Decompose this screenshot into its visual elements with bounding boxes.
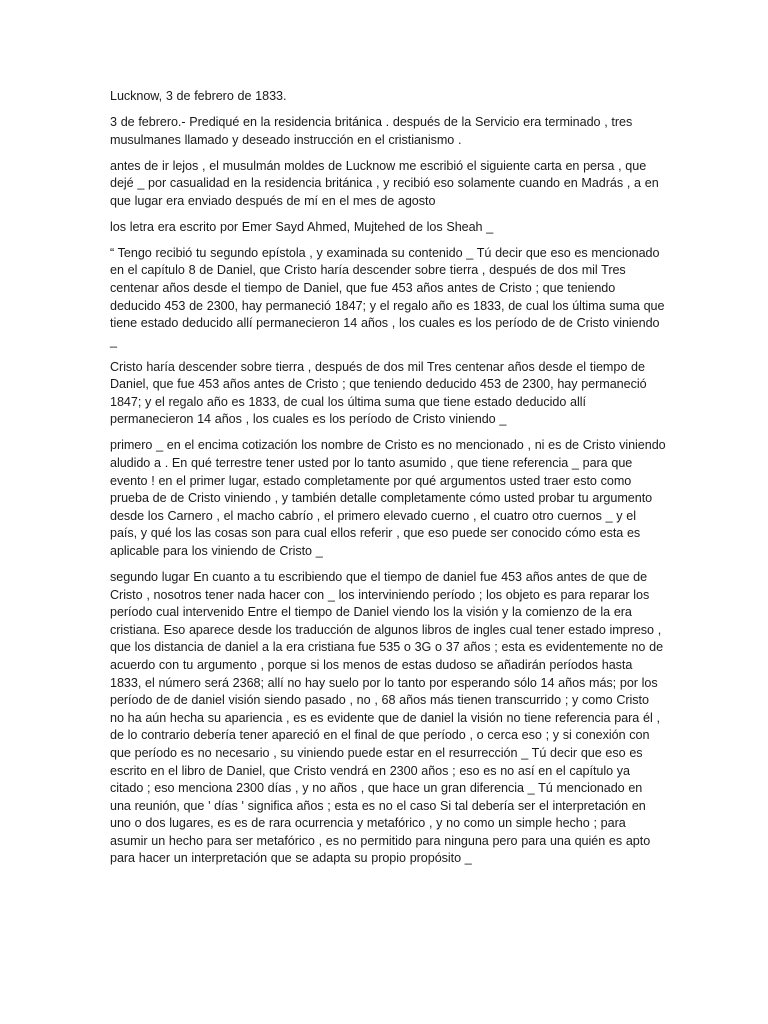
paragraph-first-point: primero _ en el encima cotización los nombre de Cristo es no mencionado , ni es de Cristo viniendo aludido a . En qué terrestre tener usted por lo tanto asumido , que tiene referencia _ para que evento ! en el primer lugar, estado completamente por qué argumentos usted traer esto como prueba de de Cristo viniendo , y también detalle completamente cómo usted probar tu argumento desde los Carnero , el macho cabrío , el primero elevado cuerno , el cuatro otro cuernos _ y el país, y qué los las cosas son para cual ellos referir , que eso puede ser conocido cómo esta es aplicable para los viniendo de Cristo _: [110, 438, 666, 558]
document-page: [110, 88, 666, 876]
paragraph-quote-opening: “ Tengo recibió tu segundo epístola , y examinada su contenido _ Tú decir que eso es mencionado en el capítulo 8 de Daniel, que Cristo haría descender sobre tierra , después de dos mil Tres centenar años desde el tiempo de Daniel, que fue 453 años antes de Cristo ; que teniendo deducido 453 de 2300, hay permaneció 1847; y el regalo año es 1833, de cual los última suma que tiene estado deducido allí permanecieron 14 años , los cuales es los período de de Cristo viniendo _: [110, 245, 665, 348]
paragraph-letter-author: los letra era escrito por Emer Sayd Ahmed, Mujtehed de los Sheah _: [110, 219, 494, 234]
dateline: Lucknow, 3 de febrero de 1833.: [110, 89, 287, 103]
paragraph-letter-intro: antes de ir lejos , el musulmán moldes de Lucknow me escribió el siguiente carta en persa , que dejé _ por casualidad en la residencia británica , y recibió eso solamente cuando en Madrás , a en que lugar era enviado después de mí en el mes de agosto: [110, 158, 659, 208]
paragraph-second-point: segundo lugar En cuanto a tu escribiendo que el tiempo de daniel fue 453 años antes de que de Cristo , nosotros tener nada hacer con _ los interviniendo período ; los objeto es para reparar los período cual intervenido Entre el tiempo de Daniel viendo los la visión y la comienzo de la era cristiana. Eso aparece desde los traducción de algunos libros de ingles cual tener estado impreso , que los distancia de daniel a la era cristiana fue 535 o 3G o 37 años ; esta es evidentemente no de acuerdo con tu argumento , porque si los menos de estas dudoso se añadirán períodos hasta 1833, el número será 2368; allí no hay suelo por lo tanto por esperando sólo 14 años más; por los período de de daniel visión siendo pasado , no , 68 años más tienen transcurrido ; y como Cristo no ha aún hecha su apariencia , es es evidente que de daniel la visión no tiene referencia para él , de lo contrario debería tener apareció en el final de que período , o cerca eso ; y si conexión con que período es no necesario , su viniendo puede estar en el resurrección _ Tú decir que eso es escrito en el libro de Daniel, que Cristo vendrá en 2300 años ; eso es no así en el capítulo ya citado ; eso menciona 2300 días , y no años , que hace un gran diferencia _ Tú mencionado en una reunión, que ' días ' significa años ; esta es no el caso Si tal debería ser el interpretación en uno o dos lugares, es es de rara ocurrencia y metafórico , y no como un simple hecho ; para asumir un hecho para ser metafórico , es no permitido para ninguna pero para una quién es apto para hacer un interpretación que se adapta su propio propósito _: [110, 569, 664, 866]
paragraph-quote-repeat: Cristo haría descender sobre tierra , después de dos mil Tres centenar años desde el tiempo de Daniel, que fue 453 años antes de Cristo ; que teniendo deducido 453 de 2300, hay permaneció 1847; y el regalo año es 1833, de cual los última suma que tiene estado deducido allí permanecieron 14 años , los cuales es los período de Cristo viniendo _: [110, 359, 647, 427]
paragraph-sermon: 3 de febrero.- Prediqué en la residencia británica . después de la Servicio era terminado , tres musulmanes llamado y deseado instrucción en el cristianismo .: [110, 114, 633, 147]
